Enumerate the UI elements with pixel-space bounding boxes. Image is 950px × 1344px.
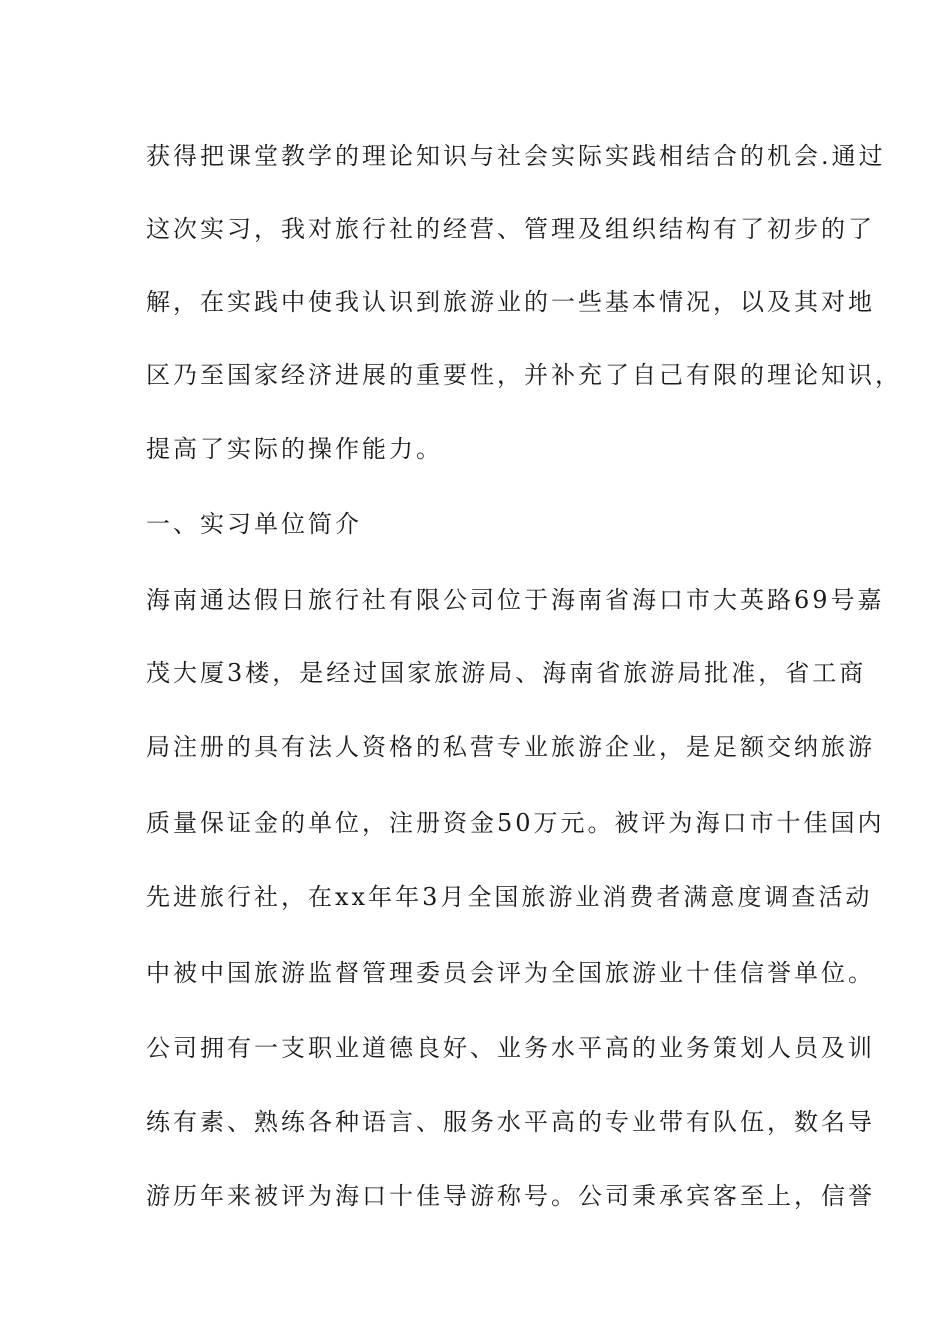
paragraph-line-13: 练有素、熟练各种语言、服务水平高的专业带有队伍，数名导 [146,1108,875,1136]
paragraph-line-9: 质量保证金的单位，注册资金50万元。被评为海口市十佳国内 [146,809,885,837]
paragraph-line-6: 海南通达假日旅行社有限公司位于海南省海口市大英路69号嘉 [146,586,885,614]
paragraph-line-8: 局注册的具有法人资格的私营专业旅游企业，是足额交纳旅游 [146,733,875,761]
paragraph-line-3: 解，在实践中使我认识到旅游业的一些基本情况，以及其对地 [146,288,875,316]
paragraph-line-12: 公司拥有一支职业道德良好、业务水平高的业务策划人员及训 [146,1034,875,1062]
paragraph-line-10: 先进旅行社，在xx年年3月全国旅游业消费者满意度调查活动 [146,883,873,911]
paragraph-line-11: 中被中国旅游监督管理委员会评为全国旅游业十佳信誉单位。 [146,959,875,987]
paragraph-line-7: 茂大厦3楼，是经过国家旅游局、海南省旅游局批准，省工商 [146,659,867,687]
section-heading: 一、实习单位简介 [146,510,362,538]
paragraph-line-4: 区乃至国家经济进展的重要性，并补充了自己有限的理论知识， [146,361,902,389]
paragraph-line-2: 这次实习，我对旅行社的经营、管理及组织结构有了初步的了 [146,215,875,243]
paragraph-line-5: 提高了实际的操作能力。 [146,435,443,463]
paragraph-line-14: 游历年来被评为海口十佳导游称号。公司秉承宾客至上，信誉 [146,1182,875,1210]
paragraph-line-1: 获得把课堂教学的理论知识与社会实际实践相结合的机会.通过 [146,142,886,170]
